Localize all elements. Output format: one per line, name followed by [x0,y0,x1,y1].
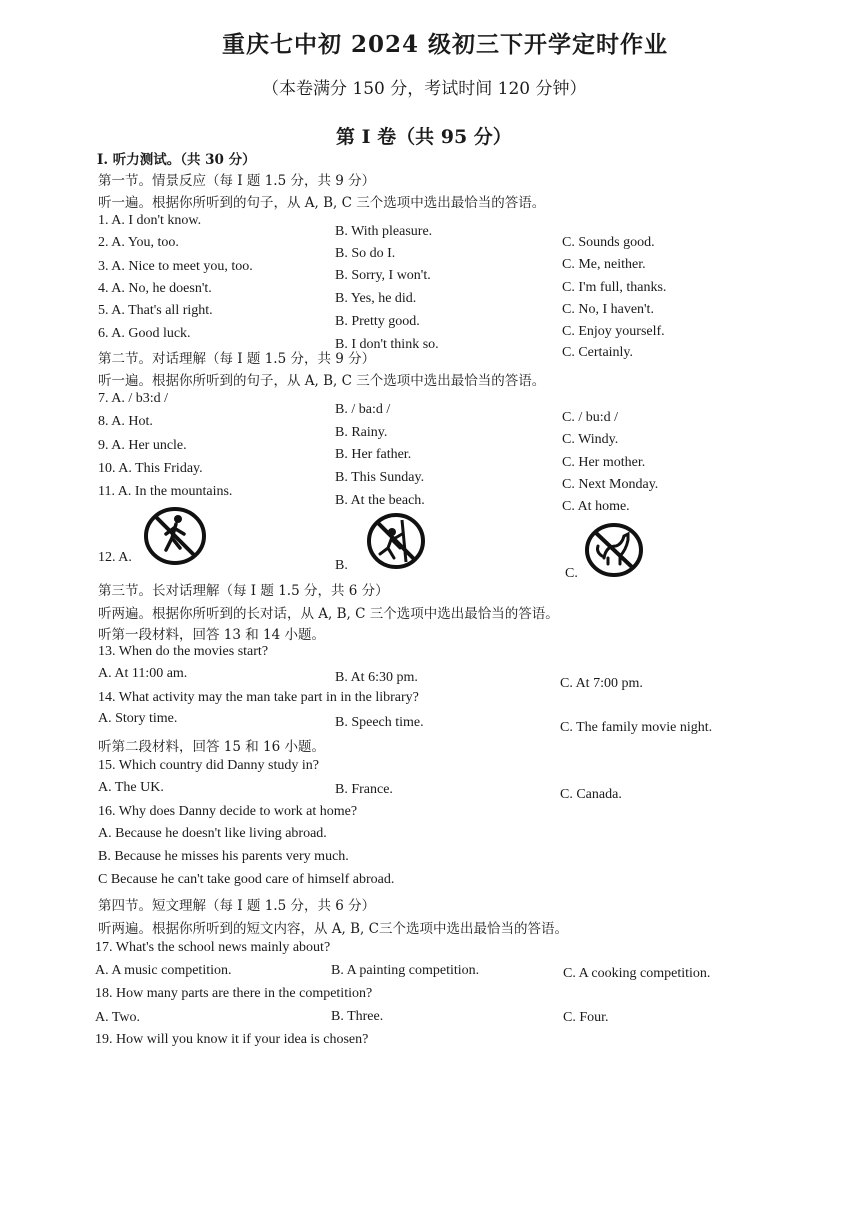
q10-option-c: C. Next Monday. [562,477,659,492]
q11-option-c: C. At home. [562,499,630,514]
q5-option-c: C. Enjoy yourself. [562,324,665,339]
q18-stem: 18. How many parts are there in the competition? [95,986,373,1001]
q9-option-b: B. Her father. [335,447,412,462]
q14-stem: 14. What activity may the man take part in in the library? [98,690,419,705]
q15-option-a: A. The UK. [98,780,164,795]
q16-option-c: C Because he can't take good care of himself abroad. [98,872,395,887]
q15-stem: 15. Which country did Danny study in? [98,758,319,773]
q17-option-c: C. A cooking competition. [563,966,711,981]
q3-option-b: B. Sorry, I won't. [335,268,431,283]
q4-option-c: C. No, I haven't. [562,302,654,317]
no-climbing-sign-icon [366,512,426,570]
q7-option-a: 7. A. / b3:d / [98,391,169,406]
q7-option-b: B. / ba:d / [335,402,391,417]
q13-option-b: B. At 6:30 pm. [335,670,418,685]
q18-option-a: A. Two. [95,1010,141,1025]
exam-subtitle: （本卷满分 150 分，考试时间 120 分钟） [262,79,587,99]
q1-option-a: 1. A. I don't know. [98,213,202,228]
q6-option-b: B. I don't think so. [335,337,439,352]
q2-option-b: B. So do I. [335,246,396,261]
q7-option-c: C. / bu:d / [562,410,619,425]
q3-option-a: 3. A. Nice to meet you, too. [98,259,253,274]
q16-option-a: A. Because he doesn't like living abroad. [98,826,327,841]
q15-option-b: B. France. [335,782,393,797]
sec3-material-2: 听第二段材料，回答 15 和 16 小题。 [98,739,326,755]
sec1-title: 第一节。情景反应（每 I 题 1.5 分，共 9 分） [98,173,376,189]
q1-option-c: C. Sounds good. [562,235,655,250]
q3-option-c: C. I'm full, thanks. [562,280,667,295]
q12-option-a: 12. A. [98,550,132,565]
q13-stem: 13. When do the movies start? [98,644,269,659]
q14-option-c: C. The family movie night. [560,720,713,735]
q11-option-a: 11. A. In the mountains. [98,484,233,499]
sec4-instructions: 听两遍。根据你所听到的短文内容，从 A, B, C三个选项中选出最恰当的答语。 [98,921,568,937]
q17-option-b: B. A painting competition. [331,963,480,978]
no-pets-sign-icon [584,522,644,578]
q9-option-c: C. Her mother. [562,455,646,470]
q5-option-b: B. Pretty good. [335,314,420,329]
q14-option-b: B. Speech time. [335,715,424,730]
q17-stem: 17. What's the school news mainly about? [95,940,331,955]
q16-stem: 16. Why does Danny decide to work at home? [98,804,358,819]
q18-option-c: C. Four. [563,1010,609,1025]
q13-option-a: A. At 11:00 am. [98,666,188,681]
no-walking-sign-icon [142,506,208,566]
part-title: 第 I 卷（共 95 分） [336,126,512,148]
q5-option-a: 5. A. That's all right. [98,303,213,318]
exam-title: 重庆七中初 2024 级初三下开学定时作业 [222,31,669,58]
sec4-title: 第四节。短文理解（每 I 题 1.5 分，共 6 分） [98,898,376,914]
section-heading: I. 听力测试。（共 30 分） [97,152,256,168]
q6-option-c: C. Certainly. [562,345,634,360]
q4-option-a: 4. A. No, he doesn't. [98,281,212,296]
q10-option-b: B. This Sunday. [335,470,425,485]
q16-option-b: B. Because he misses his parents very much. [98,849,349,864]
q8-option-b: B. Rainy. [335,425,388,440]
q4-option-b: B. Yes, he did. [335,291,417,306]
q6-option-a: 6. A. Good luck. [98,326,191,341]
sec1-instructions: 听一遍。根据你所听到的句子，从 A, B, C 三个选项中选出最恰当的答语。 [98,195,546,211]
q8-option-c: C. Windy. [562,432,619,447]
sec2-instructions: 听一遍。根据你所听到的句子，从 A, B, C 三个选项中选出最恰当的答语。 [98,373,546,389]
q14-option-a: A. Story time. [98,711,178,726]
q10-option-a: 10. A. This Friday. [98,461,203,476]
sec3-title: 第三节。长对话理解（每 I 题 1.5 分，共 6 分） [98,583,389,599]
q13-option-c: C. At 7:00 pm. [560,676,643,691]
sec3-material-1: 听第一段材料，回答 13 和 14 小题。 [98,627,326,643]
q8-option-a: 8. A. Hot. [98,414,153,429]
sec2-title: 第二节。对话理解（每 I 题 1.5 分，共 9 分） [98,351,376,367]
q17-option-a: A. A music competition. [95,963,232,978]
q11-option-b: B. At the beach. [335,493,425,508]
q19-stem: 19. How will you know it if your idea is chosen? [95,1032,369,1047]
q9-option-a: 9. A. Her uncle. [98,438,187,453]
q12-option-c: C. [565,566,578,581]
sec3-instructions: 听两遍。根据你所听到的长对话，从 A, B, C 三个选项中选出最恰当的答语。 [98,606,559,622]
q2-option-c: C. Me, neither. [562,257,646,272]
q1-option-b: B. With pleasure. [335,224,433,239]
q18-option-b: B. Three. [331,1009,384,1024]
q12-option-b: B. [335,558,348,573]
q15-option-c: C. Canada. [560,787,622,802]
q2-option-a: 2. A. You, too. [98,235,179,250]
